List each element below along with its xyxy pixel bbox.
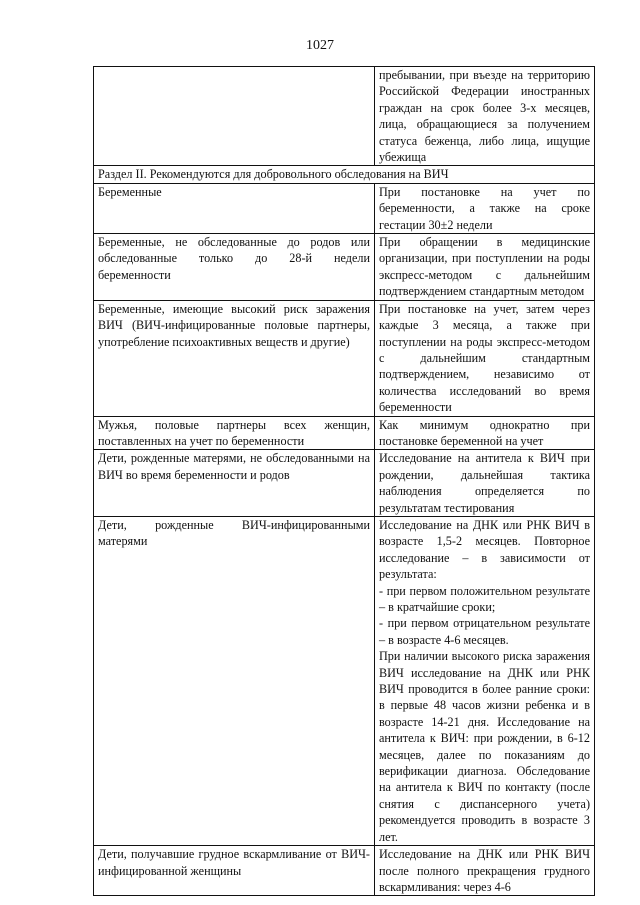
table-row — [94, 846, 595, 896]
group-cell: Мужья, половые партнеры всех женщин, поставленных на учет по беременности — [94, 416, 375, 450]
procedure-text: Исследование на ДНК или РНК ВИЧ в возрасте 1,5-2 месяцев. Повторное исследование – в зависимости от результата: — [379, 517, 590, 582]
hiv-screening-table — [93, 66, 595, 896]
procedure-text: При наличии высокого риска заражения ВИЧ исследование на ДНК или РНК ВИЧ проводится в более ранние сроки: в первые 48 часов жизни ребенка и в возрасте 14-21 дня. Исследование на антитела к ВИЧ: при рождении, в 6-12 месяцев, далее по показаниям до верификации диагноза. Обследование на антитела к ВИЧ по контакту (после снятия с диспансерного учета) рекомендуется проводить в возрасте 3 лет. — [379, 649, 590, 844]
procedure-cell — [375, 234, 595, 301]
procedure-text: Исследование на антитела к ВИЧ при рождении, дальнейшая тактика наблюдения определяется по результатам тестирования — [379, 451, 590, 515]
procedure-text: При обращении в медицинские организации, при поступлении на роды экспресс-методом с дальнейшим подтверждением стандартным методом — [379, 235, 590, 299]
group-cell: Беременные — [94, 183, 375, 233]
group-cell: Беременные, имеющие высокий риск заражения ВИЧ (ВИЧ-инфицированные половые партнеры, употребление психоактивных веществ и другие) — [94, 300, 375, 416]
group-cell — [94, 67, 375, 166]
table-row — [94, 183, 595, 233]
table-row — [94, 234, 595, 301]
table-row — [94, 300, 595, 416]
group-cell: Дети, получавшие грудное вскармливание от ВИЧ-инфицированной женщины — [94, 846, 375, 896]
page-number: 1027 — [306, 38, 334, 53]
procedure-text: Как минимум однократно при постановке беременной на учет — [379, 417, 590, 448]
procedure-cell — [375, 516, 595, 845]
procedure-text: Исследование на ДНК или РНК ВИЧ после полного прекращения грудного вскармливания: через 4-6 — [379, 847, 590, 894]
group-cell: Беременные, не обследованные до родов или обследованные только до 28-й недели беременности — [94, 234, 375, 301]
section-row — [94, 166, 595, 183]
procedure-cell — [375, 300, 595, 416]
table-row — [94, 416, 595, 450]
procedure-bullet: - при первом положительном результате – в кратчайшие сроки; — [379, 583, 590, 614]
procedure-text: При постановке на учет по беременности, а также на сроке гестации 30±2 недели — [379, 184, 590, 232]
procedure-bullet: - при первом отрицательном результате – в возрасте 4-6 месяцев. — [379, 616, 590, 647]
group-cell: Дети, рожденные ВИЧ-инфицированными матерями — [94, 516, 375, 845]
procedure-cell — [375, 450, 595, 517]
procedure-text: При постановке на учет, затем через каждые 3 месяца, а также при поступлении на роды экспресс-методом с дальнейшим стандартным подтверждением, независимо от количества исследований во время беременности — [379, 301, 590, 415]
table-row — [94, 516, 595, 845]
procedure-cell — [375, 416, 595, 450]
table-row — [94, 450, 595, 517]
procedure-cell — [375, 183, 595, 233]
procedure-text: пребывании, при въезде на территорию Российской Федерации иностранных граждан на срок более 3-х месяцев, лица, обращающиеся за получением статуса беженца, либо лица, ищущие убежища — [379, 68, 590, 165]
procedure-cell — [375, 846, 595, 896]
procedure-cell — [375, 67, 595, 166]
table-row — [94, 67, 595, 166]
section-heading: Раздел II. Рекомендуются для добровольного обследования на ВИЧ — [94, 166, 595, 183]
group-cell: Дети, рожденные матерями, не обследованными на ВИЧ во время беременности и родов — [94, 450, 375, 517]
